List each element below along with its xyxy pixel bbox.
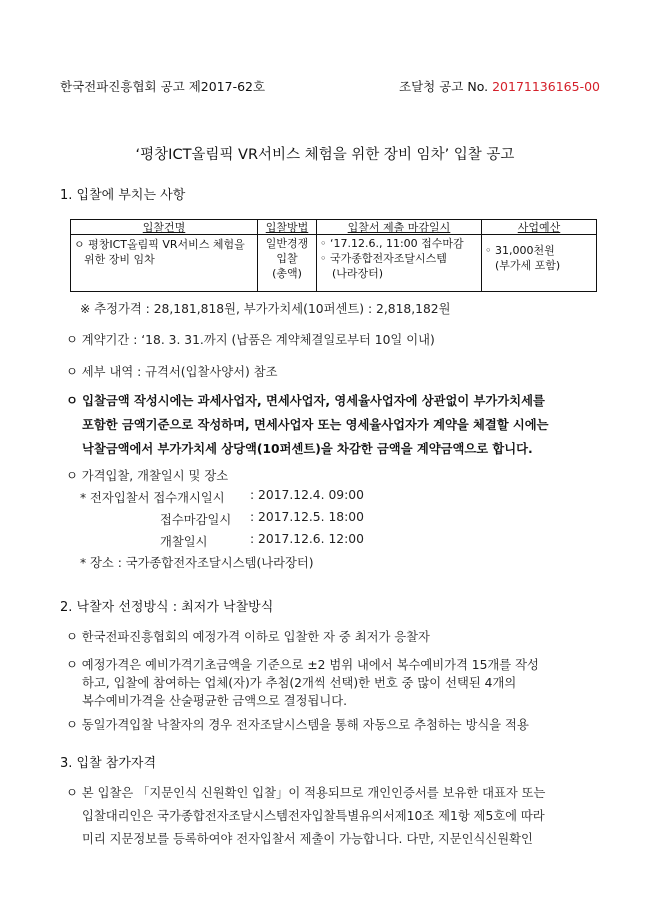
eligibility-line: ㅇ 본 입찰은 「지문인식 신원확인 입찰」이 적용되므로 개인인증서를 보유한 대표자 또는	[66, 786, 546, 800]
schedule-open-label: * 전자입찰서 접수개시일시	[80, 491, 225, 505]
procurement-label: 조달청 공고 No.	[399, 79, 489, 94]
cell-line: ◦ 국가종합전자조달시스템	[320, 252, 447, 265]
detail-spec: ㅇ 세부 내역 : 규격서(입찰사양서) 참조	[66, 365, 278, 379]
criterion-line: 하고, 입찰에 참여하는 업체(자)가 추첨(2개씩 선택)한 번호 중 많이 선택된 4개의	[82, 676, 517, 690]
cell-line: (나라장터)	[332, 267, 384, 280]
criterion-line: 복수예비가격을 산술평균한 금액으로 결정됩니다.	[82, 694, 348, 708]
note-line: ㅇ 입찰금액 작성시에는 과세사업자, 면세사업자, 영세율사업자에 상관없이 부가가치세를	[66, 394, 545, 408]
table-header: 입찰서 제출 마감일시	[317, 220, 482, 235]
section-2-heading: 2. 낙찰자 선정방식 : 최저가 낙찰방식	[60, 600, 274, 615]
award-criterion-3: ㅇ 동일가격입찰 낙찰자의 경우 전자조달시스템을 통해 자동으로 추첨하는 방식을 적용	[66, 718, 529, 732]
schedule-heading: ㅇ 가격입찰, 개찰일시 및 장소	[66, 469, 229, 483]
bid-amount-note	[66, 389, 549, 461]
eligibility-line: 미리 지문정보를 등록하여야 전자입찰서 제출이 가능합니다. 다만, 지문인식신원확인	[82, 832, 533, 846]
bid-method-cell	[258, 235, 317, 292]
table-header: 입찰방법	[258, 220, 317, 235]
award-criterion-2	[66, 656, 539, 710]
table-header: 입찰건명	[71, 220, 258, 235]
cell-line: (총액)	[272, 267, 302, 280]
schedule-close-value: : 2017.12.5. 18:00	[250, 510, 364, 524]
notice-number-left: 한국전파진흥협회 공고 제2017-62호	[60, 79, 266, 94]
schedule-opening-value: : 2017.12.6. 12:00	[250, 532, 364, 546]
eligibility-item-1	[66, 782, 545, 851]
cell-line: ㅇ 평창ICT올림픽 VR서비스 체험을	[74, 238, 245, 251]
budget-cell	[482, 235, 597, 292]
table-header: 사업예산	[482, 220, 597, 235]
schedule-open-value: : 2017.12.4. 09:00	[250, 488, 364, 502]
bid-name-cell	[71, 235, 258, 292]
procurement-number: 20171136165-00	[492, 79, 600, 94]
cell-line: 위한 장비 임차	[84, 253, 155, 266]
criterion-line: ㅇ 예정가격은 예비가격기초금액을 기준으로 ±2 범위 내에서 복수예비가격 15개를 작성	[66, 658, 539, 672]
cell-line: ◦ 31,000천원	[485, 244, 555, 257]
eligibility-line: 입찰대리인은 국가종합전자조달시스템전자입찰특별유의서제10조 제1항 제5호에 따라	[82, 809, 545, 823]
note-line: 포함한 금액기준으로 작성하며, 면세사업자 또는 영세율사업자가 계약을 체결할 시에는	[82, 418, 549, 432]
cell-line: 입찰	[276, 252, 298, 265]
cell-line: 일반경쟁	[265, 237, 309, 250]
notice-number-right	[399, 77, 600, 95]
contract-period: ㅇ 계약기간 : ‘18. 3. 31.까지 (납품은 계약체결일로부터 10일 이내)	[66, 333, 435, 347]
section-1-heading: 1. 입찰에 부치는 사항	[60, 188, 186, 203]
cell-line: ◦ ‘17.12.6., 11:00 접수마감	[320, 237, 464, 250]
bid-table	[70, 219, 597, 292]
section-3-heading: 3. 입찰 참가자격	[60, 756, 157, 771]
bid-deadline-cell	[317, 235, 482, 292]
page-title: ‘평창ICT올림픽 VR서비스 체험을 위한 장비 임차’ 입찰 공고	[135, 147, 515, 163]
note-line: 낙찰금액에서 부가가치세 상당액(10퍼센트)을 차감한 금액을 계약금액으로 합니다.	[82, 442, 533, 456]
award-criterion-1: ㅇ 한국전파진흥협회의 예정가격 이하로 입찰한 자 중 최저가 응찰자	[66, 630, 430, 644]
table-row	[71, 235, 597, 292]
table-header-row	[71, 220, 597, 235]
schedule-opening-label: 개찰일시	[160, 535, 208, 549]
schedule-place: * 장소 : 국가종합전자조달시스템(나라장터)	[80, 556, 314, 570]
cell-line: (부가세 포함)	[495, 259, 561, 272]
schedule-close-label: 접수마감일시	[160, 513, 232, 527]
estimated-price: ※ 추정가격 : 28,181,818원, 부가가치세(10퍼센트) : 2,818,182원	[80, 302, 451, 316]
